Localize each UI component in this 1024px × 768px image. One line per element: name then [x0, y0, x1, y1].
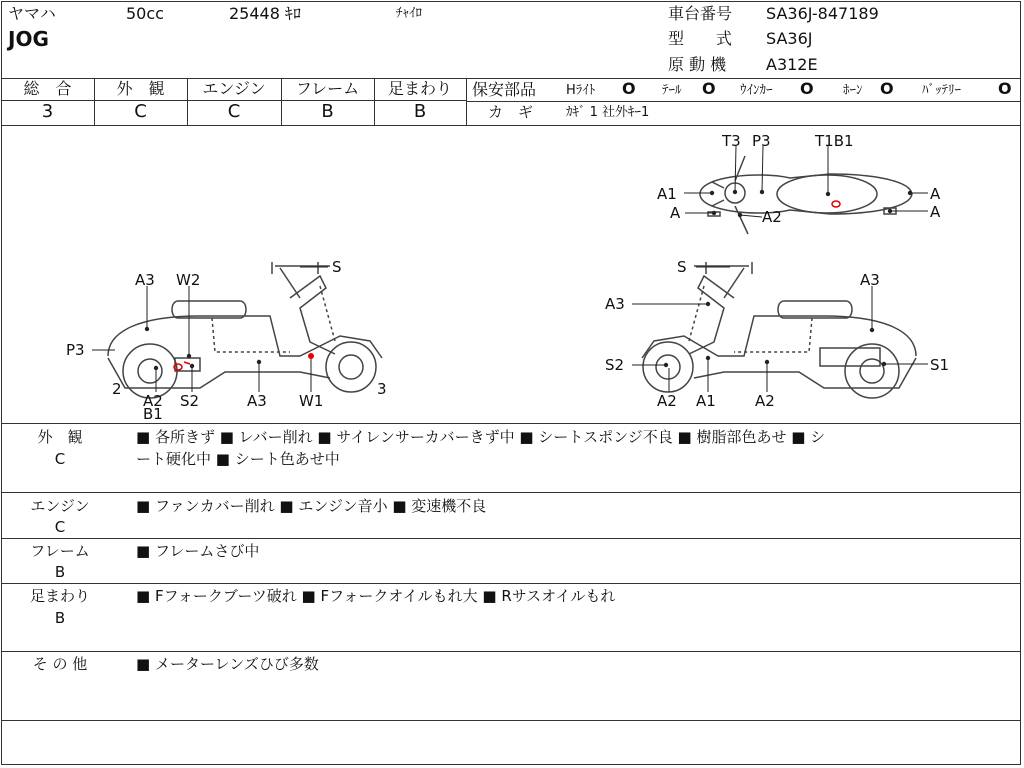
engine-label: 原 動 機 [668, 55, 727, 74]
overall-label: 総 合 [23, 79, 72, 98]
horn-ok-icon: O [880, 79, 894, 98]
label-s2: S2 [180, 392, 200, 410]
label-s1-right: S1 [930, 356, 950, 374]
mileage: 25448 ｷﾛ [229, 4, 301, 23]
overall-grade: 3 [41, 101, 54, 122]
divider [467, 101, 1021, 102]
sec-engine-title: エンジン [30, 497, 90, 515]
label-a2-right: A2 [657, 392, 677, 410]
label-2: 2 [112, 380, 122, 398]
sec-other-text: ■ メーターレンズひび多数 [136, 655, 319, 673]
divider [466, 78, 467, 125]
model-name: JOG [8, 27, 49, 51]
divider [1, 651, 1021, 652]
label-a-top: A [670, 204, 681, 222]
frame-grade-label: フレーム [295, 79, 360, 98]
label-t1b1: T1B1 [815, 132, 854, 150]
type-value: SA36J [766, 29, 813, 48]
label-a-top3: A [930, 203, 941, 221]
suspension-grade-label: 足まわり [387, 79, 452, 98]
sec-frame-text: ■ フレームさび中 [136, 542, 260, 560]
damage-diagram [0, 126, 1024, 424]
engine-grade: C [227, 101, 241, 122]
label-p3: P3 [66, 341, 85, 359]
engine-value: A312E [766, 55, 818, 74]
exterior-grade: C [134, 101, 147, 122]
suspension-grade: B [413, 101, 427, 122]
frame-grade: B [321, 101, 334, 122]
winker-label: ｳｲﾝｶｰ [740, 83, 773, 98]
sec-susp-grade: B [54, 609, 66, 627]
taillight-ok-icon: O [702, 79, 716, 98]
frame-no-label: 車台番号 [668, 4, 733, 23]
winker-ok-icon: O [800, 79, 814, 98]
key-label: カ ギ [488, 103, 534, 121]
label-b1: B1 [143, 405, 163, 423]
safety-label: 保安部品 [472, 80, 537, 99]
label-t3: T3 [722, 132, 741, 150]
battery-ok-icon: O [998, 79, 1012, 98]
sec-exterior-grade: C [54, 450, 66, 468]
sec-susp-text: ■ Fフォークブーツ破れ ■ Fフォークオイルもれ大 ■ Rサスオイルもれ [136, 587, 616, 605]
label-a1-right: A1 [696, 392, 716, 410]
label-w1: W1 [299, 392, 324, 410]
frame-no: SA36J-847189 [766, 4, 879, 23]
sec-other-title: そ の 他 [32, 655, 88, 673]
divider [1, 720, 1021, 721]
label-s: S [332, 258, 342, 276]
color: ﾁｬｲﾛ [396, 6, 422, 21]
taillight-label: ﾃｰﾙ [662, 83, 682, 98]
sec-engine-grade: C [54, 518, 66, 536]
label-a3: A3 [135, 271, 155, 289]
sec-exterior-line1: ■ 各所きず ■ レバー削れ ■ サイレンサーカバーきず中 ■ シートスポンジ不良 ■ 樹脂部色あせ ■ シ [136, 428, 826, 446]
sec-frame-title: フレーム [30, 542, 90, 560]
label-a3-right2: A3 [860, 271, 880, 289]
sec-susp-title: 足まわり [29, 587, 90, 605]
divider [1, 423, 1021, 424]
headlight-label: Hﾗｲﾄ [566, 83, 596, 98]
sec-exterior-title: 外 観 [37, 428, 83, 446]
label-3: 3 [377, 380, 387, 398]
label-a2-right2: A2 [755, 392, 775, 410]
label-a2: A2 [143, 392, 163, 410]
divider [1, 583, 1021, 584]
divider [1, 492, 1021, 493]
maker: ヤマハ [8, 4, 56, 23]
label-a-top2: A [930, 185, 941, 203]
scooter-top-view [700, 156, 912, 234]
displacement: 50cc [126, 4, 164, 23]
label-a3-right: A3 [605, 295, 625, 313]
label-a3b: A3 [247, 392, 267, 410]
label-a2-top: A2 [762, 208, 782, 226]
exterior-label: 外 観 [116, 79, 165, 98]
sec-frame-grade: B [54, 563, 66, 581]
horn-label: ﾎｰﾝ [843, 83, 863, 98]
headlight-ok-icon: O [622, 79, 636, 98]
label-p3-top: P3 [752, 132, 771, 150]
label-s-right: S [677, 258, 687, 276]
label-a1-top: A1 [657, 185, 677, 203]
battery-label: ﾊﾞｯﾃﾘｰ [922, 83, 961, 98]
label-s2-right: S2 [605, 356, 625, 374]
divider [1, 538, 1021, 539]
engine-grade-label: エンジン [202, 79, 266, 98]
type-label: 型 式 [668, 29, 733, 48]
sec-engine-text: ■ ファンカバー削れ ■ エンジン音小 ■ 変速機不良 [136, 497, 487, 515]
label-w2: W2 [176, 271, 201, 289]
sec-exterior-line2: ート硬化中 ■ シート色あせ中 [136, 450, 340, 468]
key-value: ｶｷﾞ 1 社外ｷｰ1 [566, 105, 650, 120]
